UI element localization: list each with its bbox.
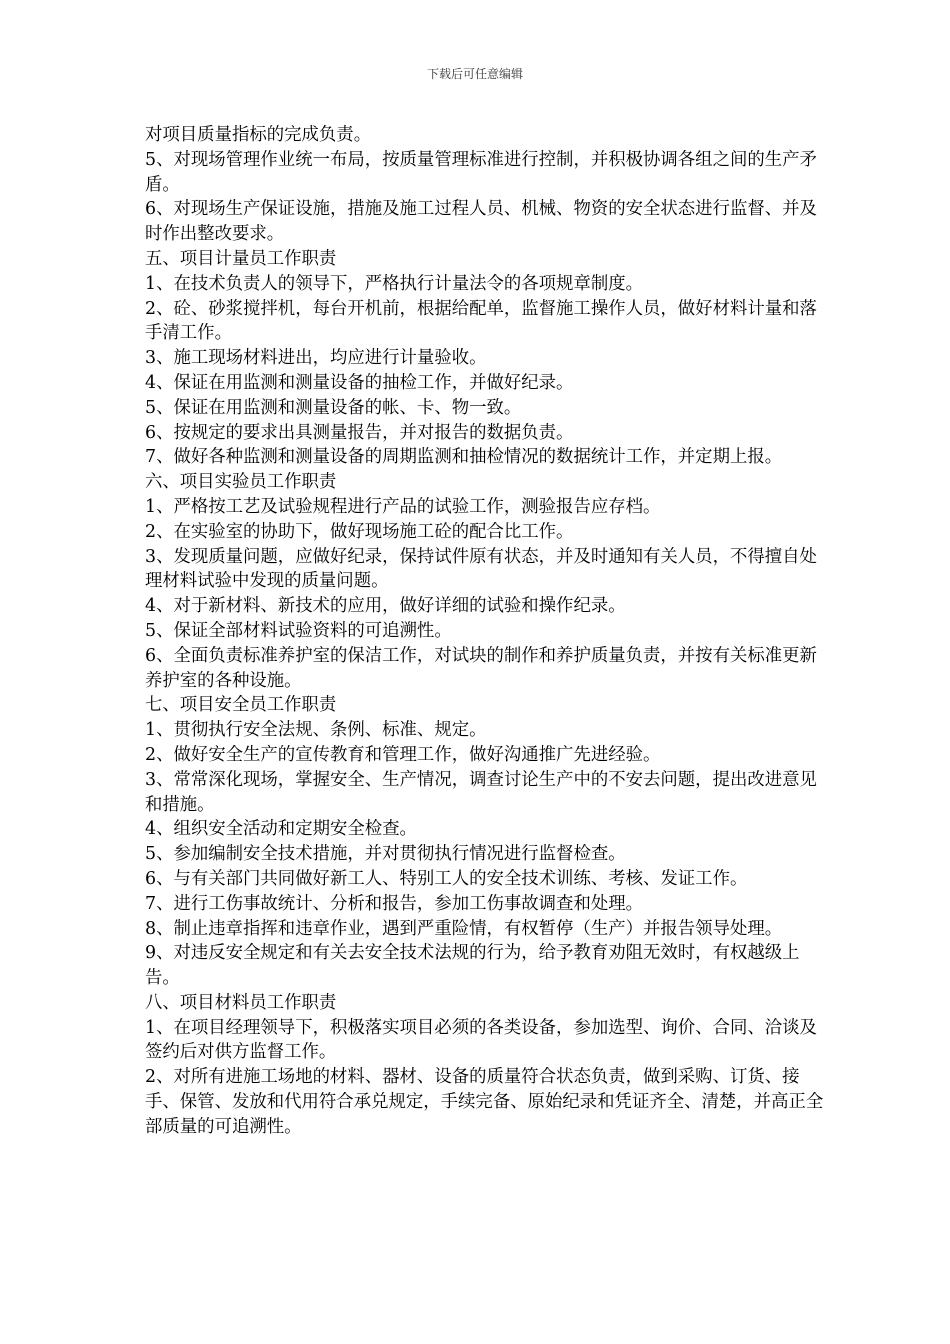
paragraph: 2、在实验室的协助下，做好现场施工砼的配合比工作。 [145, 521, 574, 542]
paragraph: 3、常常深化现场，掌握安全、生产情况，调查讨论生产中的不安去问题，提出改进意见和措施。 [145, 769, 817, 815]
paragraph: 2、砼、砂浆搅拌机，每台开机前，根据给配单，监督施工操作人员，做好材料计量和落手清工作。 [145, 298, 817, 344]
paragraph: 3、发现质量问题，应做好纪录，保持试件原有状态，并及时通知有关人员，不得擅自处理材料试验中发现的质量问题。 [145, 546, 817, 592]
paragraph: 7、进行工伤事故统计、分析和报告，参加工伤事故调查和处理。 [145, 893, 644, 914]
paragraph: 8、制止违章指挥和违章作业，遇到严重险情，有权暂停（生产）并报告领导处理。 [145, 918, 783, 939]
paragraph: 5、保证在用监测和测量设备的帐、卡、物一致。 [145, 397, 522, 418]
paragraph: 9、对违反安全规定和有关去安全技术法规的行为，给予教育劝阻无效时，有权越级上告。 [145, 943, 800, 989]
paragraph: 4、保证在用监测和测量设备的抽检工作，并做好纪录。 [145, 372, 574, 393]
document-body [145, 123, 825, 1140]
section-heading: 六、项目实验员工作职责 [145, 472, 337, 493]
paragraph: 1、贯彻执行安全法规、条例、标准、规定。 [145, 720, 487, 741]
paragraph: 6、与有关部门共同做好新工人、特别工人的安全技术训练、考核、发证工作。 [145, 868, 748, 889]
paragraph: 3、施工现场材料进出，均应进行计量验收。 [145, 348, 487, 369]
paragraph: 4、对于新材料、新技术的应用，做好详细的试验和操作纪录。 [145, 596, 626, 617]
paragraph: 2、做好安全生产的宣传教育和管理工作，做好沟通推广先进经验。 [145, 744, 661, 765]
paragraph: 1、在技术负责人的领导下，严格执行计量法令的各项规章制度。 [145, 273, 644, 294]
paragraph: 5、对现场管理作业统一布局，按质量管理标准进行控制，并积极协调各组之间的生产矛盾。 [145, 149, 817, 195]
section-heading: 七、项目安全员工作职责 [145, 695, 337, 716]
paragraph: 5、参加编制安全技术措施，并对贯彻执行情况进行监督检查。 [145, 844, 626, 865]
paragraph: 5、保证全部材料试验资料的可追溯性。 [145, 620, 452, 641]
paragraph: 6、按规定的要求出具测量报告，并对报告的数据负责。 [145, 422, 574, 443]
paragraph: 6、全面负责标准养护室的保洁工作，对试块的制作和养护质量负责，并按有关标准更新养护室的各种设施。 [145, 645, 817, 691]
page-header: 下载后可任意编辑 [426, 67, 523, 81]
section-heading: 八、项目材料员工作职责 [145, 992, 337, 1013]
paragraph: 6、对现场生产保证设施，措施及施工过程人员、机械、物资的安全状态进行监督、并及时作出整改要求。 [145, 199, 817, 245]
paragraph: 2、对所有进施工场地的材料、器材、设备的质量符合状态负责，做到采购、订货、接手、保管、发放和代用符合承兑规定，手续完备、原始纪录和凭证齐全、清楚，并高正全部质量的可追溯性。 [145, 1067, 824, 1137]
paragraph: 4、组织安全活动和定期安全检查。 [145, 819, 417, 840]
section-heading: 五、项目计量员工作职责 [145, 248, 337, 269]
paragraph: 7、做好各种监测和测量设备的周期监测和抽检情况的数据统计工作，并定期上报。 [145, 447, 783, 468]
paragraph: 1、在项目经理领导下，积极落实项目必须的各类设备，参加选型、询价、合同、洽谈及签约后对供方监督工作。 [145, 1017, 817, 1063]
paragraph: 1、严格按工艺及试验规程进行产品的试验工作，测验报告应存档。 [145, 496, 661, 517]
paragraph: 对项目质量指标的完成负责。 [145, 125, 372, 145]
